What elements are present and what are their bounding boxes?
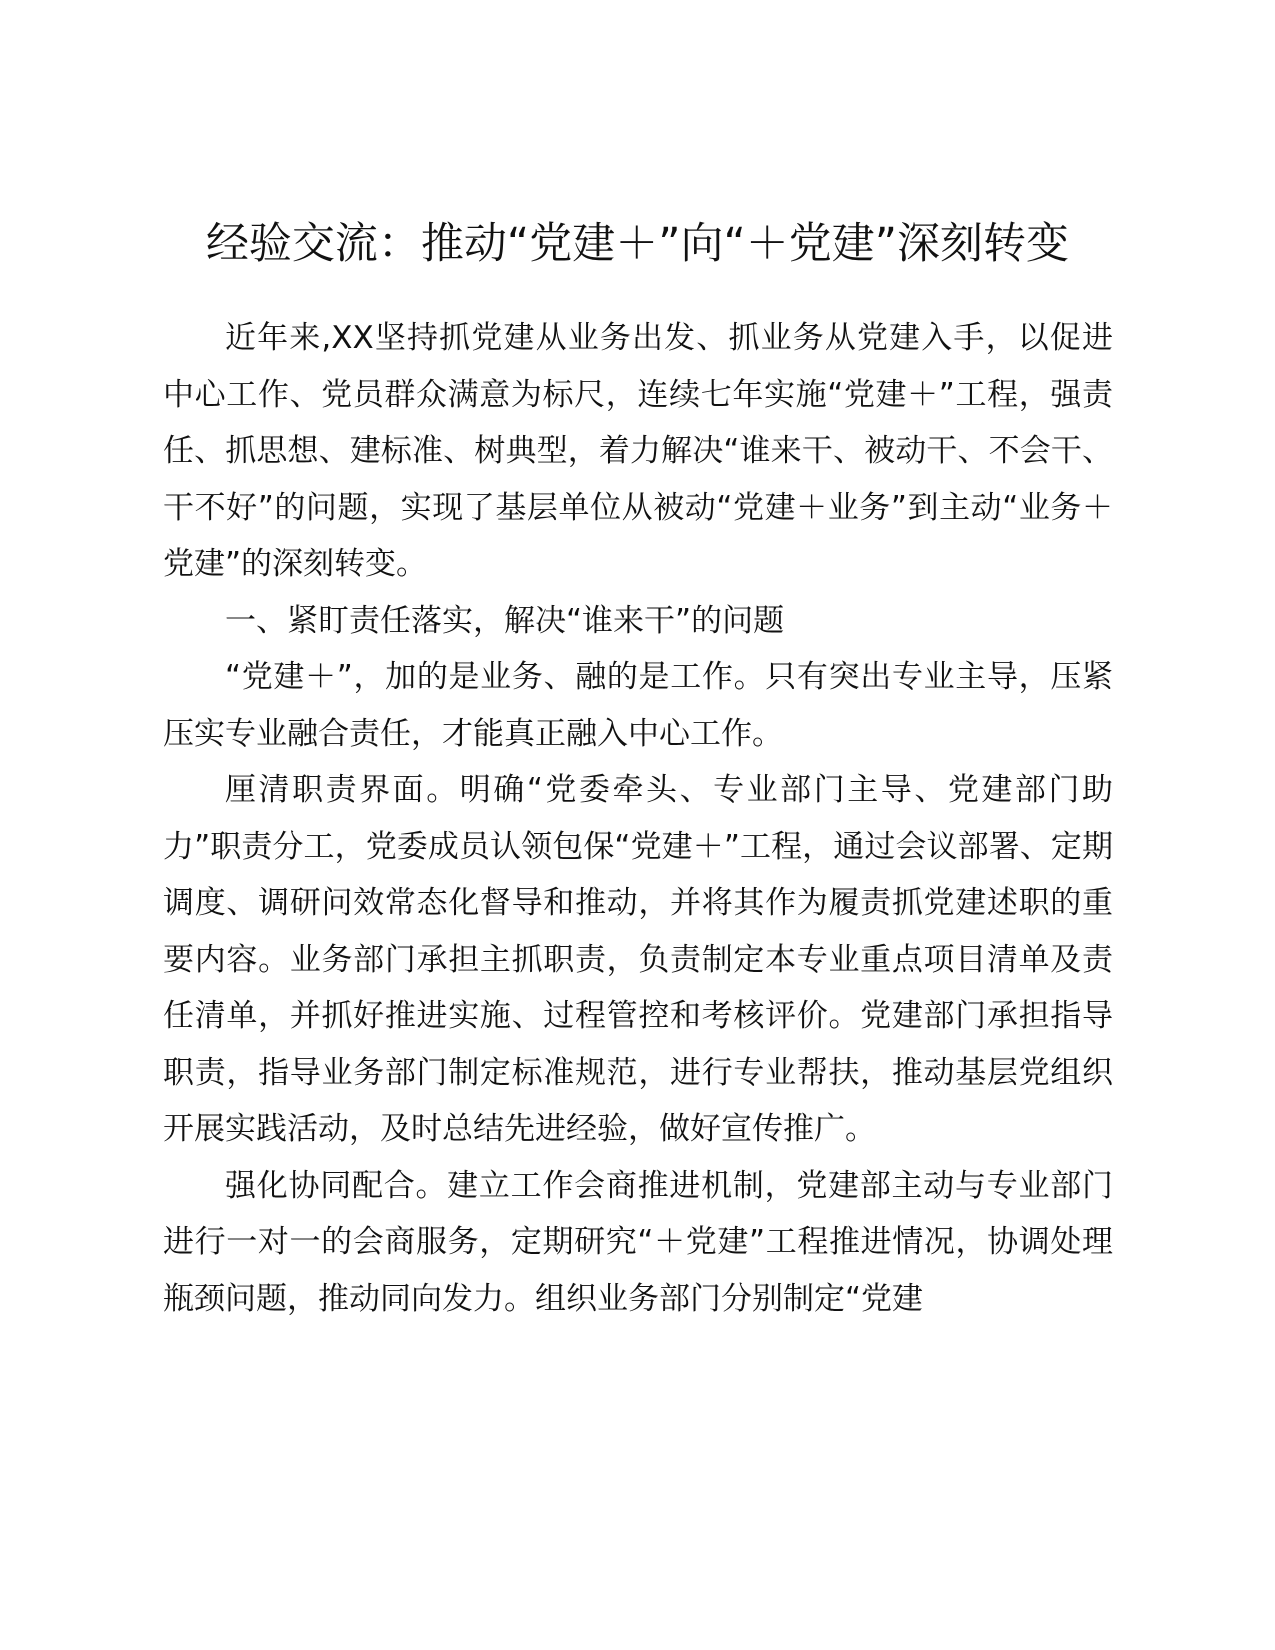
- document-body: [163, 310, 1113, 1327]
- section-heading-1: 一、紧盯责任落实，解决“谁来干”的问题: [225, 602, 785, 639]
- responsibility-paragraph: 厘清职责界面。明确“党委牵头、专业部门主导、党建部门助力”职责分工，党委成员认领包保“党建＋”工程，通过会议部署、定期调度、调研问效常态化督导和推动，并将其作为履责抓党建述职的重要内容。业务部门承担主抓职责，负责制定本专业重点项目清单及责任清单，并抓好推进实施、过程管控和考核评价。党建部门承担指导职责，指导业务部门制定标准规范，进行专业帮扶，推动基层党组织开展实践活动，及时总结先进经验，做好宣传推广。: [163, 772, 1113, 1147]
- coordination-paragraph: 强化协同配合。建立工作会商推进机制，党建部主动与专业部门进行一对一的会商服务，定期研究“＋党建”工程推进情况，协调处理瓶颈问题，推动同向发力。组织业务部门分别制定“党建: [163, 1167, 1113, 1317]
- intro-paragraph: 近年来,XX坚持抓党建从业务出发、抓业务从党建入手，以促进中心工作、党员群众满意为标尺，连续七年实施“党建＋”工程，强责任、抓思想、建标准、树典型，着力解决“谁来干、被动干、不会干、干不好”的问题，实现了基层单位从被动“党建＋业务”到主动“业务＋党建”的深刻转变。: [163, 320, 1113, 582]
- document-title: 经验交流：推动“党建＋”向“＋党建”深刻转变: [205, 219, 1070, 269]
- section-1-lead-paragraph: “党建＋”，加的是业务、融的是工作。只有突出专业主导，压紧压实专业融合责任，才能真正融入中心工作。: [163, 659, 1113, 752]
